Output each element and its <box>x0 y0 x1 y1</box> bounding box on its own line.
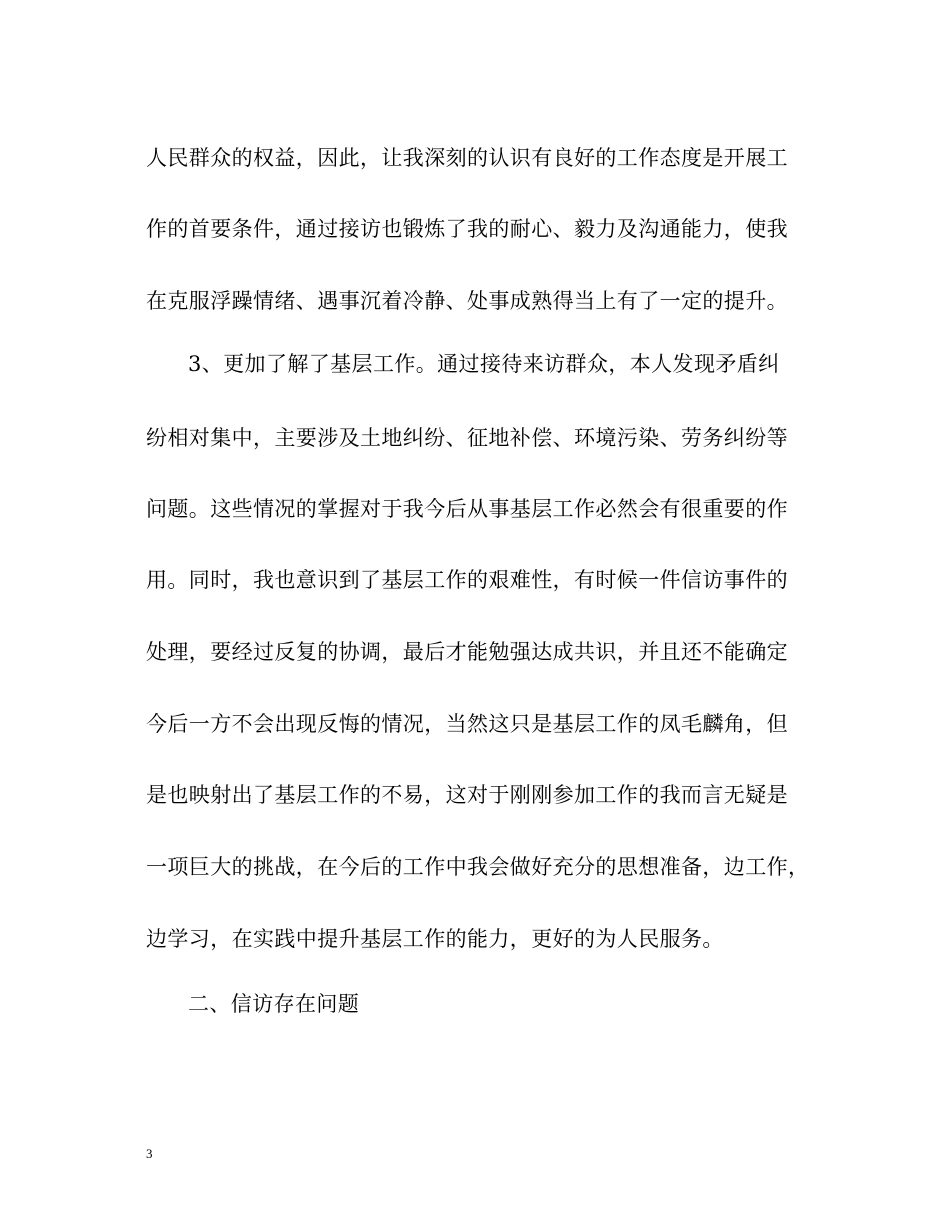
page-number: 3 <box>146 1146 153 1161</box>
body-text-line: 作的首要条件，通过接访也锻炼了我的耐心、毅力及沟通能力，使我 <box>146 217 788 241</box>
body-text-line: 人民群众的权益，因此，让我深刻的认识有良好的工作态度是开展工 <box>146 146 788 170</box>
body-text-line: 问题。这些情况的掌握对于我今后从事基层工作必然会有很重要的作 <box>146 497 788 521</box>
body-text-line: 是也映射出了基层工作的不易，这对于刚刚参加工作的我而言无疑是 <box>146 783 788 807</box>
body-text-line: 纷相对集中，主要涉及土地纠纷、征地补偿、环境污染、劳务纠纷等 <box>146 426 788 450</box>
body-text-line: 用。同时，我也意识到了基层工作的艰难性，有时候一件信访事件的 <box>146 568 788 592</box>
numbered-paragraph-start: 3、更加了解了基层工作。通过接待来访群众，本人发现矛盾纠 <box>188 352 780 376</box>
body-text-line: 边学习，在实践中提升基层工作的能力，更好的为人民服务。 <box>146 927 724 951</box>
body-text-line: 今后一方不会出现反悔的情况，当然这只是基层工作的凤毛麟角，但 <box>146 712 788 736</box>
body-text-line: 一项巨大的挑战，在今后的工作中我会做好充分的思想准备，边工作， <box>146 855 810 879</box>
section-heading: 二、信访存在问题 <box>188 992 360 1016</box>
body-text-line: 在克服浮躁情绪、遇事沉着冷静、处事成熟得当上有了一定的提升。 <box>146 289 788 313</box>
body-text-line: 处理，要经过反复的协调，最后才能勉强达成共识，并且还不能确定 <box>146 640 788 664</box>
